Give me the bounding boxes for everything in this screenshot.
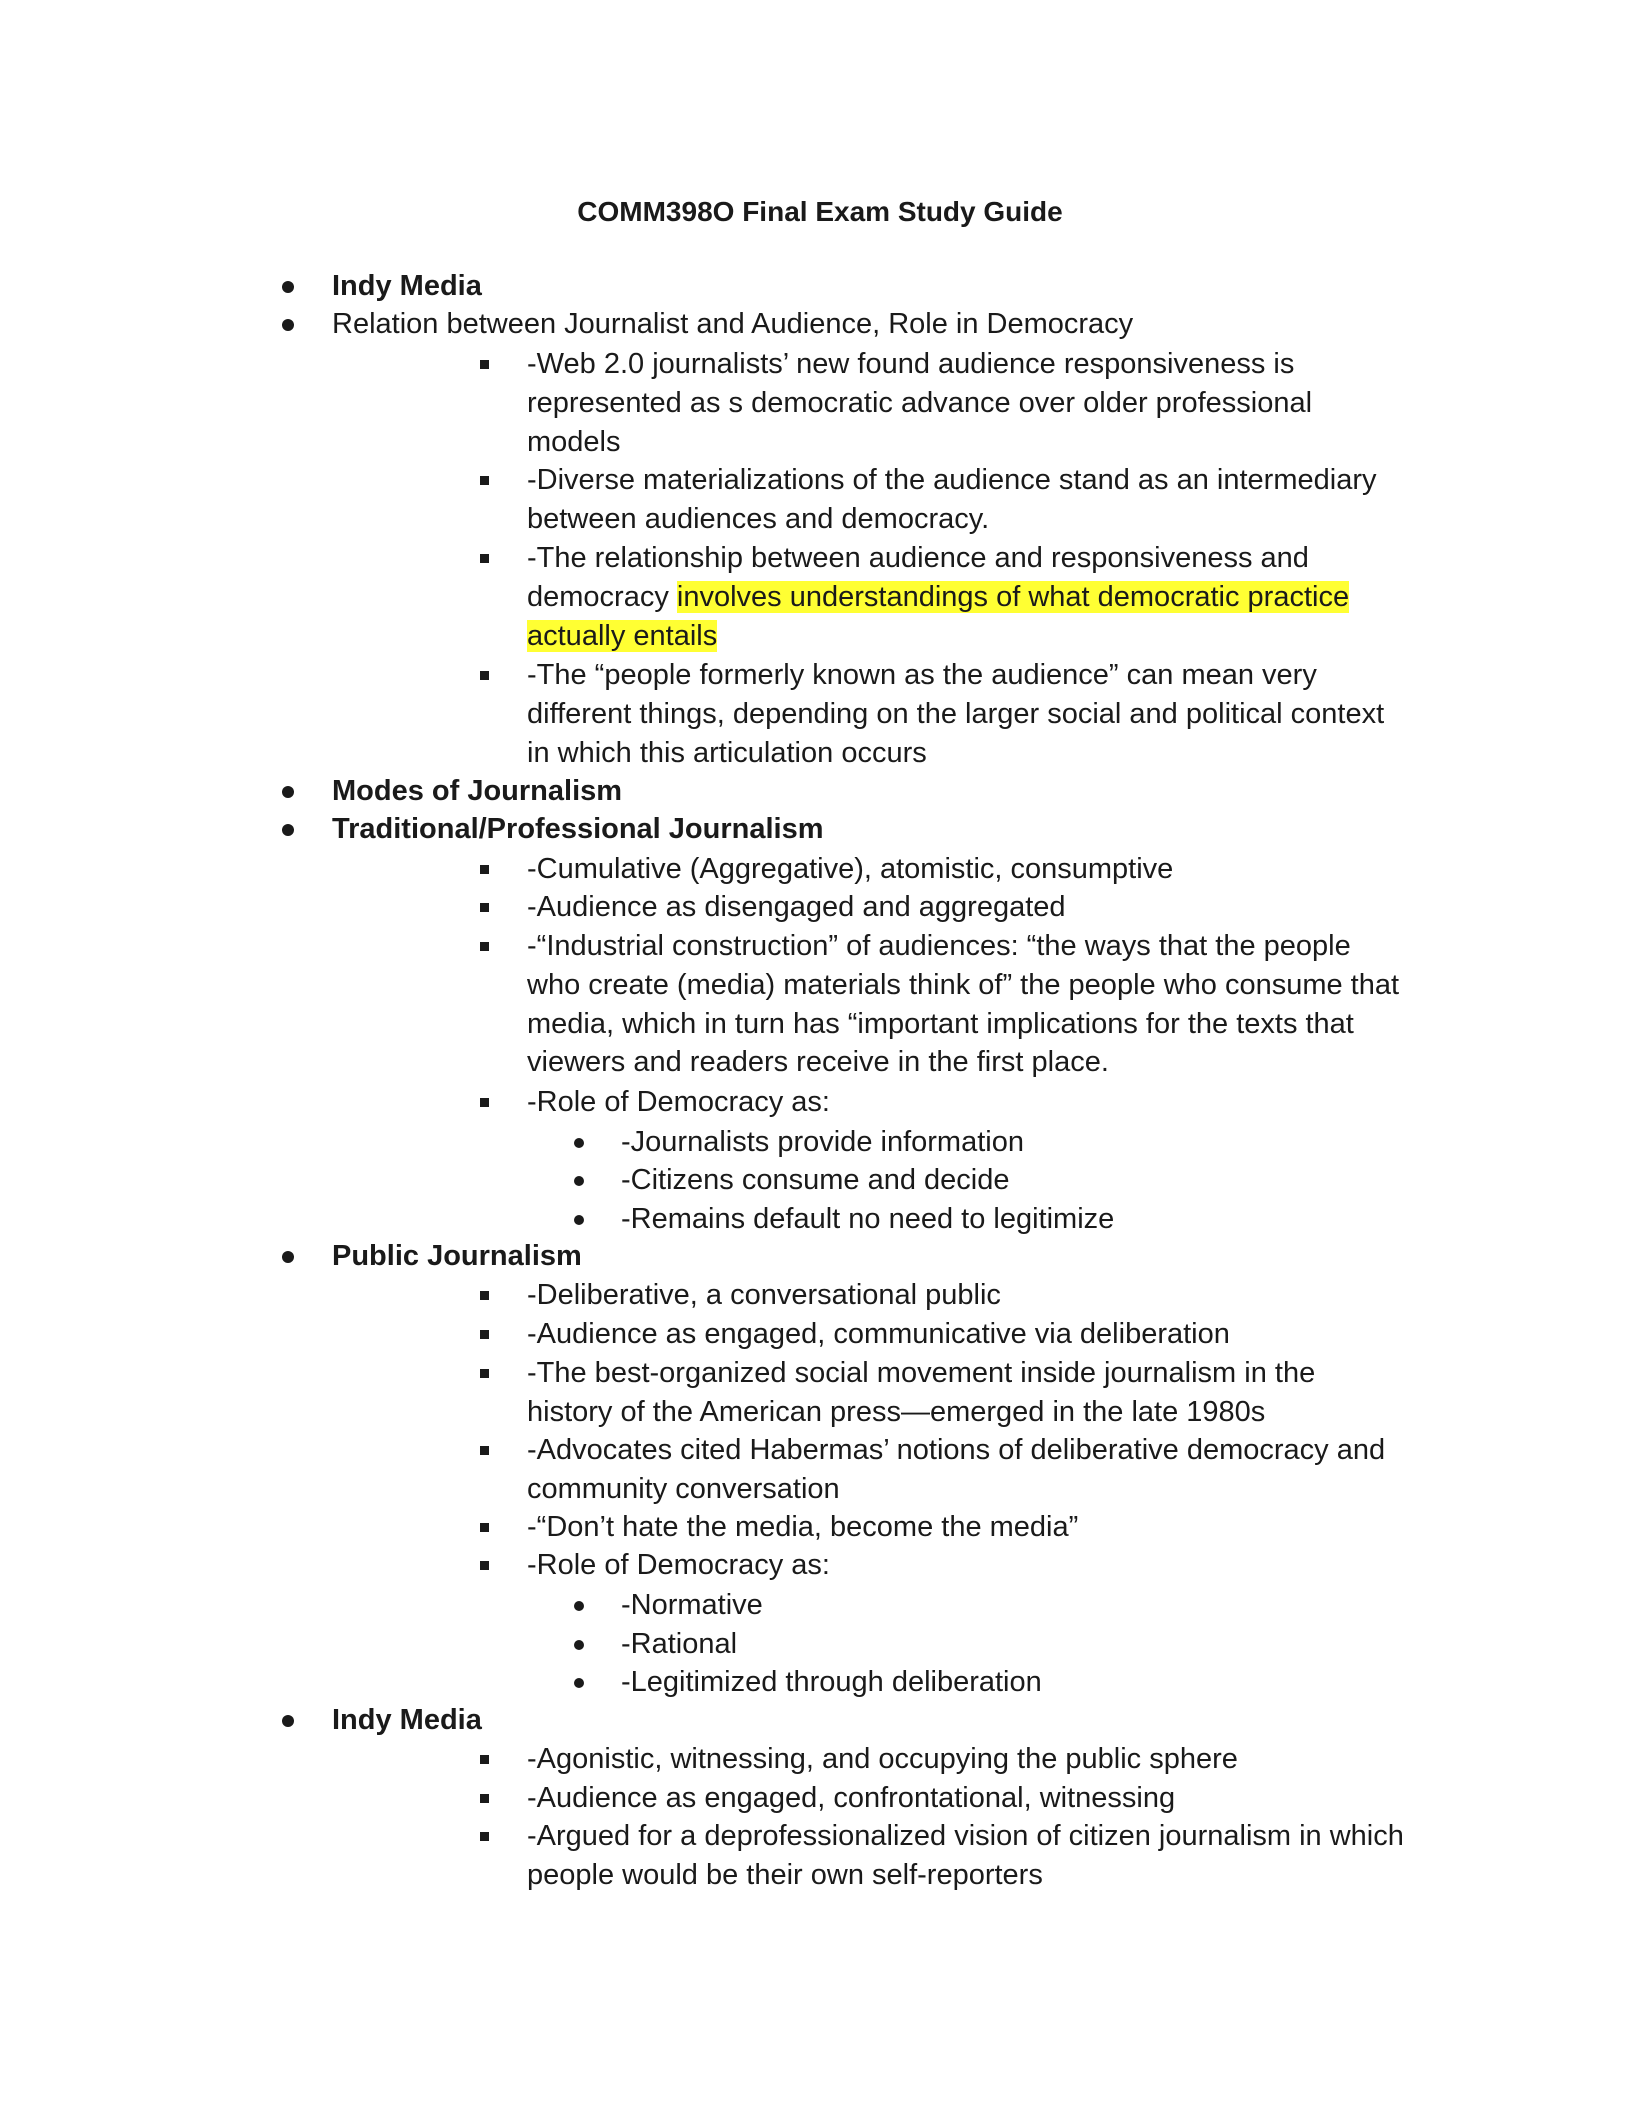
sub-list-item-text: -Journalists provide information (621, 1126, 1024, 1158)
square-bullet-icon (480, 1755, 489, 1764)
square-bullet-icon (480, 942, 489, 951)
bullet-icon (282, 281, 294, 293)
list-item-text: -Advocates cited Habermas’ notions of deliberative democracy and community conversation (527, 1434, 1386, 1505)
list-item-text-plain: -The relationship between audience and responsiveness and democracy (527, 542, 1309, 613)
list-item-text: -“Don’t hate the media, become the media” (527, 1511, 1079, 1543)
list-item-text: -Audience as engaged, confrontational, witnessing (527, 1782, 1176, 1814)
bullet-icon (282, 824, 294, 836)
bullet-icon (574, 1601, 584, 1611)
list-item-text: -Diverse materializations of the audience stand as an intermediary between audiences and democracy. (527, 464, 1377, 535)
bullet-icon (282, 786, 294, 798)
bullet-icon (574, 1215, 584, 1225)
square-bullet-icon (480, 360, 489, 369)
list-item-text: -Web 2.0 journalists’ new found audience responsiveness is represented as s democratic advance over older professional models (527, 348, 1313, 458)
section-heading: Modes of Journalism (332, 775, 623, 807)
list-item-text: -Argued for a deprofessionalized vision of citizen journalism in which people would be their own self-reporters (527, 1820, 1404, 1891)
section-heading: Indy Media (332, 1704, 482, 1736)
bullet-icon (574, 1176, 584, 1186)
square-bullet-icon (480, 1330, 489, 1339)
square-bullet-icon (480, 476, 489, 485)
square-bullet-icon (480, 865, 489, 874)
sub-list-item-text: -Rational (621, 1628, 738, 1660)
bullet-icon (282, 319, 294, 331)
square-bullet-icon (480, 1523, 489, 1532)
square-bullet-icon (480, 1291, 489, 1300)
section-heading: Relation between Journalist and Audience, Role in Democracy (332, 308, 1134, 340)
list-item-text: -The best-organized social movement inside journalism in the history of the American press—emerged in the late 1980s (527, 1357, 1316, 1428)
square-bullet-icon (480, 554, 489, 563)
square-bullet-icon (480, 1446, 489, 1455)
section-heading: Indy Media (332, 270, 482, 302)
list-item-text: -“Industrial construction” of audiences: “the ways that the people who create (media) materials think of” the people who consume that media, which in turn has “important implications for the texts that viewers and readers receive in the first place. (527, 930, 1400, 1079)
list-item-text: -Role of Democracy as: (527, 1549, 830, 1581)
list-item-text: -Audience as engaged, communicative via deliberation (527, 1318, 1230, 1350)
section-heading: Public Journalism (332, 1240, 582, 1272)
bullet-icon (574, 1640, 584, 1650)
bullet-icon (574, 1138, 584, 1148)
list-item-text: -Agonistic, witnessing, and occupying the public sphere (527, 1743, 1238, 1775)
square-bullet-icon (480, 903, 489, 912)
document-title: COMM398O Final Exam Study Guide (577, 196, 1063, 227)
section-heading: Traditional/Professional Journalism (332, 813, 824, 845)
bullet-icon (282, 1715, 294, 1727)
highlighted-text: involves understandings of what democratic practice actually entails (527, 580, 1350, 652)
bullet-icon (574, 1678, 584, 1688)
square-bullet-icon (480, 1832, 489, 1841)
sub-list-item-text: -Remains default no need to legitimize (621, 1203, 1115, 1235)
list-item-text: -Deliberative, a conversational public (527, 1279, 1001, 1311)
square-bullet-icon (480, 1561, 489, 1570)
square-bullet-icon (480, 1098, 489, 1107)
square-bullet-icon (480, 671, 489, 680)
sub-list-item-text: -Normative (621, 1589, 763, 1621)
sub-list-item-text: -Citizens consume and decide (621, 1164, 1010, 1196)
bullet-icon (282, 1251, 294, 1263)
list-item-text (527, 539, 1407, 655)
list-item-text: -The “people formerly known as the audience” can mean very different things, depending on the larger social and political context in which this articulation occurs (527, 659, 1385, 769)
sub-list-item-text: -Legitimized through deliberation (621, 1666, 1042, 1698)
square-bullet-icon (480, 1369, 489, 1378)
list-item-text: -Audience as disengaged and aggregated (527, 891, 1066, 923)
list-item-text: -Role of Democracy as: (527, 1086, 830, 1118)
square-bullet-icon (480, 1794, 489, 1803)
list-item-text: -Cumulative (Aggregative), atomistic, consumptive (527, 853, 1174, 885)
